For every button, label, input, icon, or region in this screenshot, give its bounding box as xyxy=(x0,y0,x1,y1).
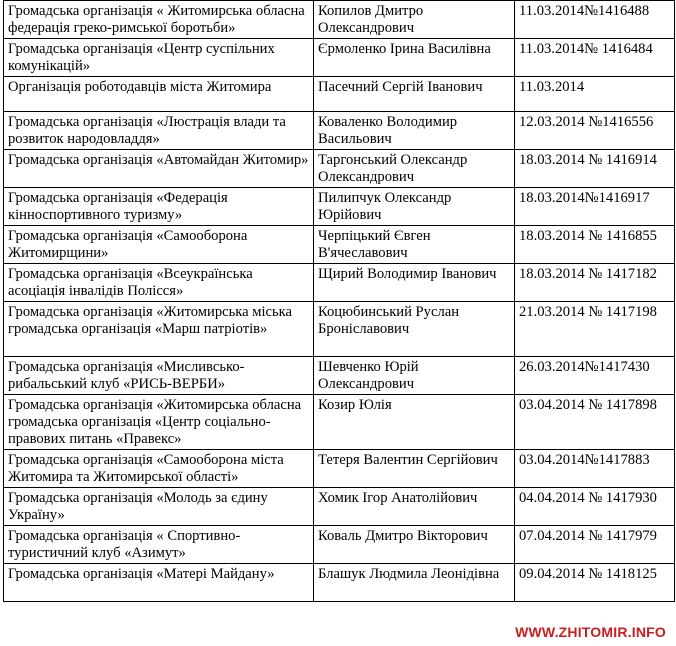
org-cell: Громадська організація « Спортивно-туристичний клуб «Азимут» xyxy=(4,526,314,564)
org-cell: Громадська організація «Люстрація влади та розвиток народовладдя» xyxy=(4,112,314,150)
person-cell: Коваленко Володимир Васильович xyxy=(314,112,515,150)
org-cell: Громадська організація «Молодь за єдину Україну» xyxy=(4,488,314,526)
org-cell: Громадська організація «Самооборона Житомирщини» xyxy=(4,226,314,264)
table-body xyxy=(4,1,675,602)
person-cell: Щирий Володимир Іванович xyxy=(314,264,515,302)
person-cell: Хомик Ігор Анатолійович xyxy=(314,488,515,526)
person-cell: Блашук Людмила Леонідівна xyxy=(314,564,515,602)
registration-cell: 11.03.2014№ 1416484 xyxy=(515,39,675,77)
registration-cell: 18.03.2014 № 1416855 xyxy=(515,226,675,264)
person-cell: Пилипчук Олександр Юрійович xyxy=(314,188,515,226)
table-row xyxy=(4,395,675,450)
org-cell: Громадська організація «Житомирська обласна громадська організація «Центр соціально-правових питань «Правекс» xyxy=(4,395,314,450)
org-cell: Громадська організація «Мисливсько-рибальський клуб «РИСЬ-ВЕРБИ» xyxy=(4,357,314,395)
person-cell: Козир Юлія xyxy=(314,395,515,450)
registration-cell: 12.03.2014 №1416556 xyxy=(515,112,675,150)
org-cell: Громадська організація «Самооборона міста Житомира та Житомирської області» xyxy=(4,450,314,488)
org-cell: Організація роботодавців міста Житомира xyxy=(4,77,314,112)
table-row xyxy=(4,150,675,188)
org-cell: Громадська організація «Автомайдан Житомир» xyxy=(4,150,314,188)
registration-cell: 21.03.2014 № 1417198 xyxy=(515,302,675,357)
table-row xyxy=(4,77,675,112)
table-row xyxy=(4,357,675,395)
person-cell: Єрмоленко Ірина Василівна xyxy=(314,39,515,77)
person-cell: Черпіцький Євген В'ячеславович xyxy=(314,226,515,264)
registration-cell: 03.04.2014№1417883 xyxy=(515,450,675,488)
registration-cell: 11.03.2014 xyxy=(515,77,675,112)
registration-cell: 09.04.2014 № 1418125 xyxy=(515,564,675,602)
table-row xyxy=(4,188,675,226)
registration-cell: 18.03.2014 № 1416914 xyxy=(515,150,675,188)
registration-cell: 03.04.2014 № 1417898 xyxy=(515,395,675,450)
org-cell: Громадська організація «Житомирська міська громадська організація «Марш патріотів» xyxy=(4,302,314,357)
registration-cell: 18.03.2014№1416917 xyxy=(515,188,675,226)
org-cell: Громадська організація «Центр суспільних комунікацій» xyxy=(4,39,314,77)
person-cell: Коцюбинський Руслан Броніславович xyxy=(314,302,515,357)
table-row xyxy=(4,112,675,150)
person-cell: Копилов Дмитро Олександрович xyxy=(314,1,515,39)
table-row xyxy=(4,526,675,564)
org-cell: Громадська організація «Матері Майдану» xyxy=(4,564,314,602)
organizations-table xyxy=(3,0,675,602)
org-cell: Громадська організація «Федерація кінноспортивного туризму» xyxy=(4,188,314,226)
table-row xyxy=(4,264,675,302)
table-row xyxy=(4,302,675,357)
person-cell: Шевченко Юрій Олександрович xyxy=(314,357,515,395)
table-row xyxy=(4,39,675,77)
person-cell: Пасечний Сергій Іванович xyxy=(314,77,515,112)
registration-cell: 26.03.2014№1417430 xyxy=(515,357,675,395)
site-watermark: WWW.ZHITOMIR.INFO xyxy=(515,624,666,640)
org-cell: Громадська організація «Всеукраїнська асоціація інвалідів Полісся» xyxy=(4,264,314,302)
registration-cell: 11.03.2014№1416488 xyxy=(515,1,675,39)
org-cell: Громадська організація « Житомирська обласна федерація греко-римської боротьби» xyxy=(4,1,314,39)
table-row xyxy=(4,488,675,526)
person-cell: Коваль Дмитро Вікторович xyxy=(314,526,515,564)
table-row xyxy=(4,450,675,488)
table-row xyxy=(4,1,675,39)
person-cell: Таргонський Олександр Олександрович xyxy=(314,150,515,188)
table-row xyxy=(4,564,675,602)
table-row xyxy=(4,226,675,264)
person-cell: Тетеря Валентин Сергійович xyxy=(314,450,515,488)
registration-cell: 04.04.2014 № 1417930 xyxy=(515,488,675,526)
registration-cell: 18.03.2014 № 1417182 xyxy=(515,264,675,302)
registration-cell: 07.04.2014 № 1417979 xyxy=(515,526,675,564)
